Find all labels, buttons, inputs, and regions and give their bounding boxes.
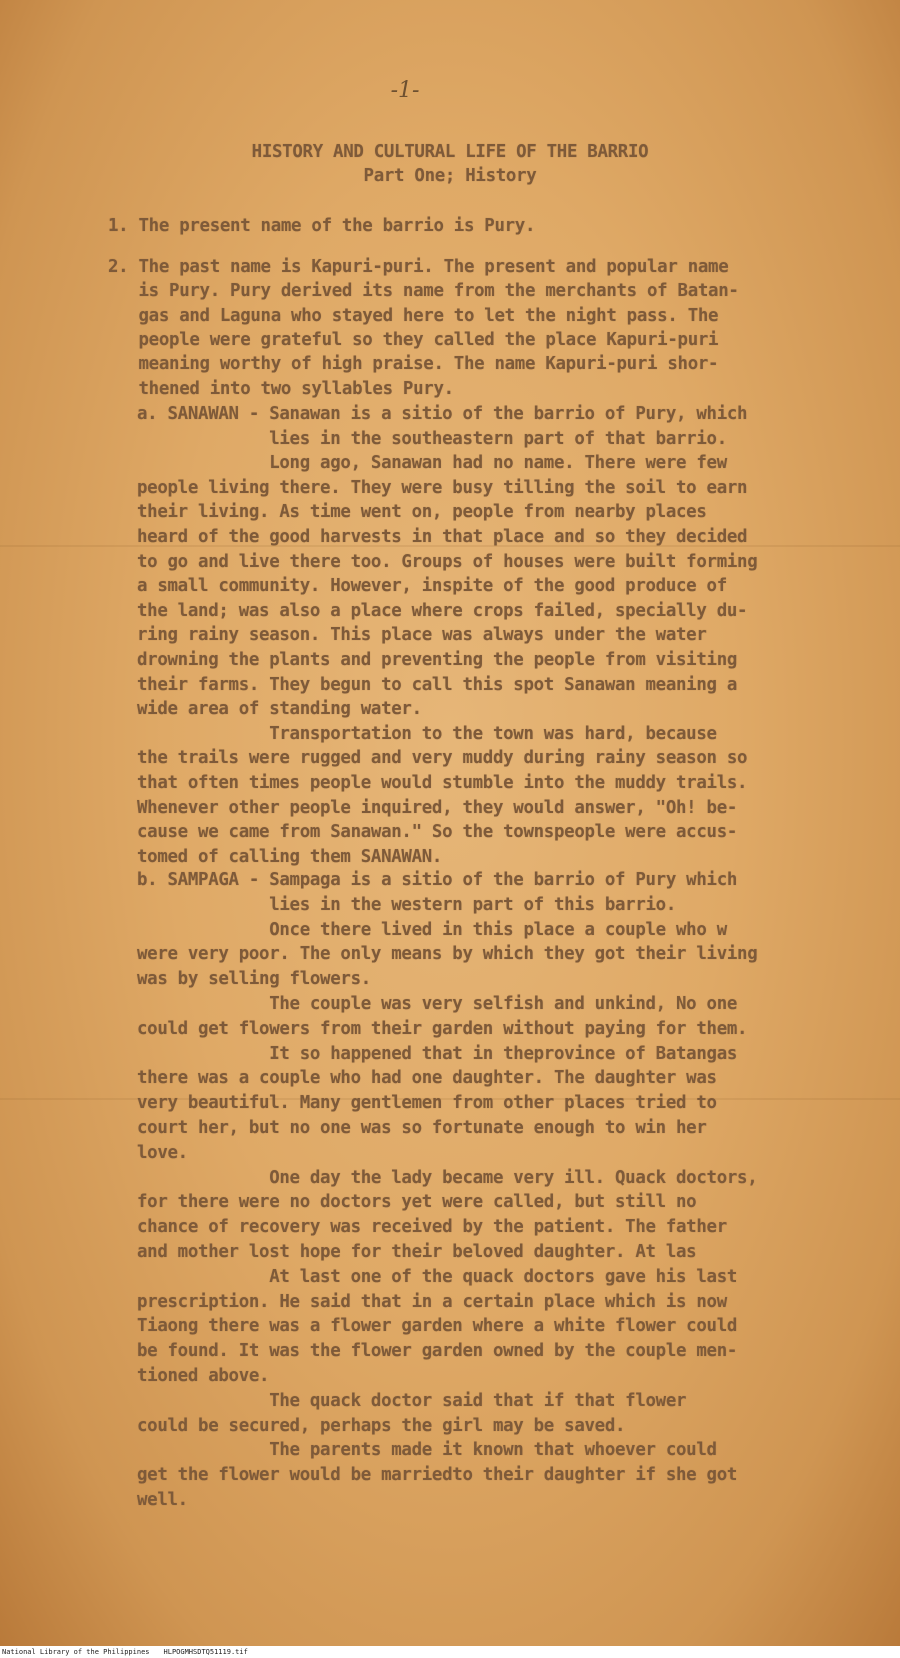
text-line: the land; was also a place where crops failed, specially du-: [137, 600, 748, 621]
text-line: wide area of standing water.: [137, 699, 422, 720]
text-line: lies in the western part of this barrio.: [137, 894, 677, 915]
text-line: tomed of calling them SANAWAN.: [137, 846, 443, 867]
text-line: well.: [137, 1490, 188, 1510]
text-line: people were grateful so they called the place Kapuri-puri: [108, 329, 719, 350]
text-line: chance of recovery was received by the patient. The father: [137, 1217, 727, 1238]
text-line: prescription. He said that in a certain place which is now: [137, 1291, 727, 1312]
text-line: meaning worthy of high praise. The name Kapuri-puri shor-: [108, 354, 719, 375]
text-line: The couple was very selfish and unkind, No one: [137, 994, 738, 1014]
text-line: was by selling flowers.: [137, 969, 371, 990]
text-line: their farms. They begun to call this spot Sanawan meaning a: [137, 674, 738, 695]
text-line: 2. The past name is Kapuri-puri. The present and popular name: [108, 257, 729, 277]
text-line: court her, but no one was so fortunate enough to win her: [137, 1118, 707, 1138]
text-line: could get flowers from their garden without paying for them.: [137, 1018, 748, 1039]
document-title: HISTORY AND CULTURAL LIFE OF THE BARRIO: [251, 142, 649, 162]
text-line: tioned above.: [137, 1366, 270, 1386]
footer-filename: HLPOGMHSDTQ51119.tif: [163, 1648, 248, 1656]
text-line: get the flower would be marriedto their daughter if she got: [137, 1465, 738, 1486]
text-line: The parents made it known that whoever could: [137, 1440, 717, 1461]
text-line: to go and live there too. Groups of houses were built forming: [137, 551, 758, 572]
item-1-paragraph: 1. The present name of the barrio is Pury.: [108, 216, 536, 236]
text-line: that often times people would stumble into the muddy trails.: [137, 773, 748, 793]
text-line: Long ago, Sanawan had no name. There were few: [137, 453, 727, 474]
text-line: Whenever other people inquired, they would answer, "Oh! be-: [137, 797, 738, 818]
text-line: very beautiful. Many gentlemen from other places tried to: [137, 1093, 717, 1114]
text-line: thened into two syllables Pury.: [108, 378, 454, 399]
text-line: for there were no doctors yet were called, but still no: [137, 1192, 697, 1213]
text-line: people living there. They were busy tilling the soil to earn: [137, 477, 748, 498]
text-line: there was a couple who had one daughter. The daughter was: [137, 1068, 717, 1089]
text-line: ring rainy season. This place was always under the water: [137, 625, 707, 646]
footer-source: National Library of the Philippines: [2, 1648, 150, 1656]
text-line: and mother lost hope for their beloved daughter. At las: [137, 1242, 697, 1262]
scan-footer: [0, 1646, 900, 1658]
text-line: gas and Laguna who stayed here to let the night pass. The: [108, 305, 719, 326]
text-line: It so happened that in theprovince of Batangas: [137, 1043, 738, 1064]
text-line: lies in the southeastern part of that barrio.: [137, 428, 727, 449]
text-line: The quack doctor said that if that flower: [137, 1390, 687, 1411]
page-number: -1-: [390, 78, 420, 103]
text-line: At last one of the quack doctors gave his last: [137, 1266, 738, 1287]
text-line: Once there lived in this place a couple who w: [137, 919, 727, 940]
text-line: One day the lady became very ill. Quack doctors,: [137, 1167, 758, 1188]
text-line: the trails were rugged and very muddy during rainy season so: [137, 748, 748, 769]
text-line: their living. As time went on, people from nearby places: [137, 502, 707, 523]
text-line: a. SANAWAN - Sanawan is a sitio of the barrio of Pury, which: [137, 404, 748, 424]
text-line: b. SAMPAGA - Sampaga is a sitio of the barrio of Pury which: [137, 870, 738, 890]
text-line: Transportation to the town was hard, because: [137, 723, 717, 744]
text-line: could be secured, perhaps the girl may be saved.: [137, 1415, 626, 1436]
text-line: drowning the plants and preventing the people from visiting: [137, 650, 738, 670]
text-line: cause we came from Sanawan." So the townspeople were accus-: [137, 822, 738, 843]
text-line: a small community. However, inspite of the good produce of: [137, 576, 727, 597]
document-subtitle: Part One; History: [363, 166, 537, 186]
text-line: love.: [137, 1142, 188, 1163]
text-line: be found. It was the flower garden owned by the couple men-: [137, 1341, 738, 1362]
text-line: Tiaong there was a flower garden where a white flower could: [137, 1316, 738, 1337]
text-line: were very poor. The only means by which they got their living: [137, 944, 758, 965]
text-line: is Pury. Pury derived its name from the merchants of Batan-: [108, 281, 739, 302]
text-line: heard of the good harvests in that place and so they decided: [137, 527, 748, 547]
